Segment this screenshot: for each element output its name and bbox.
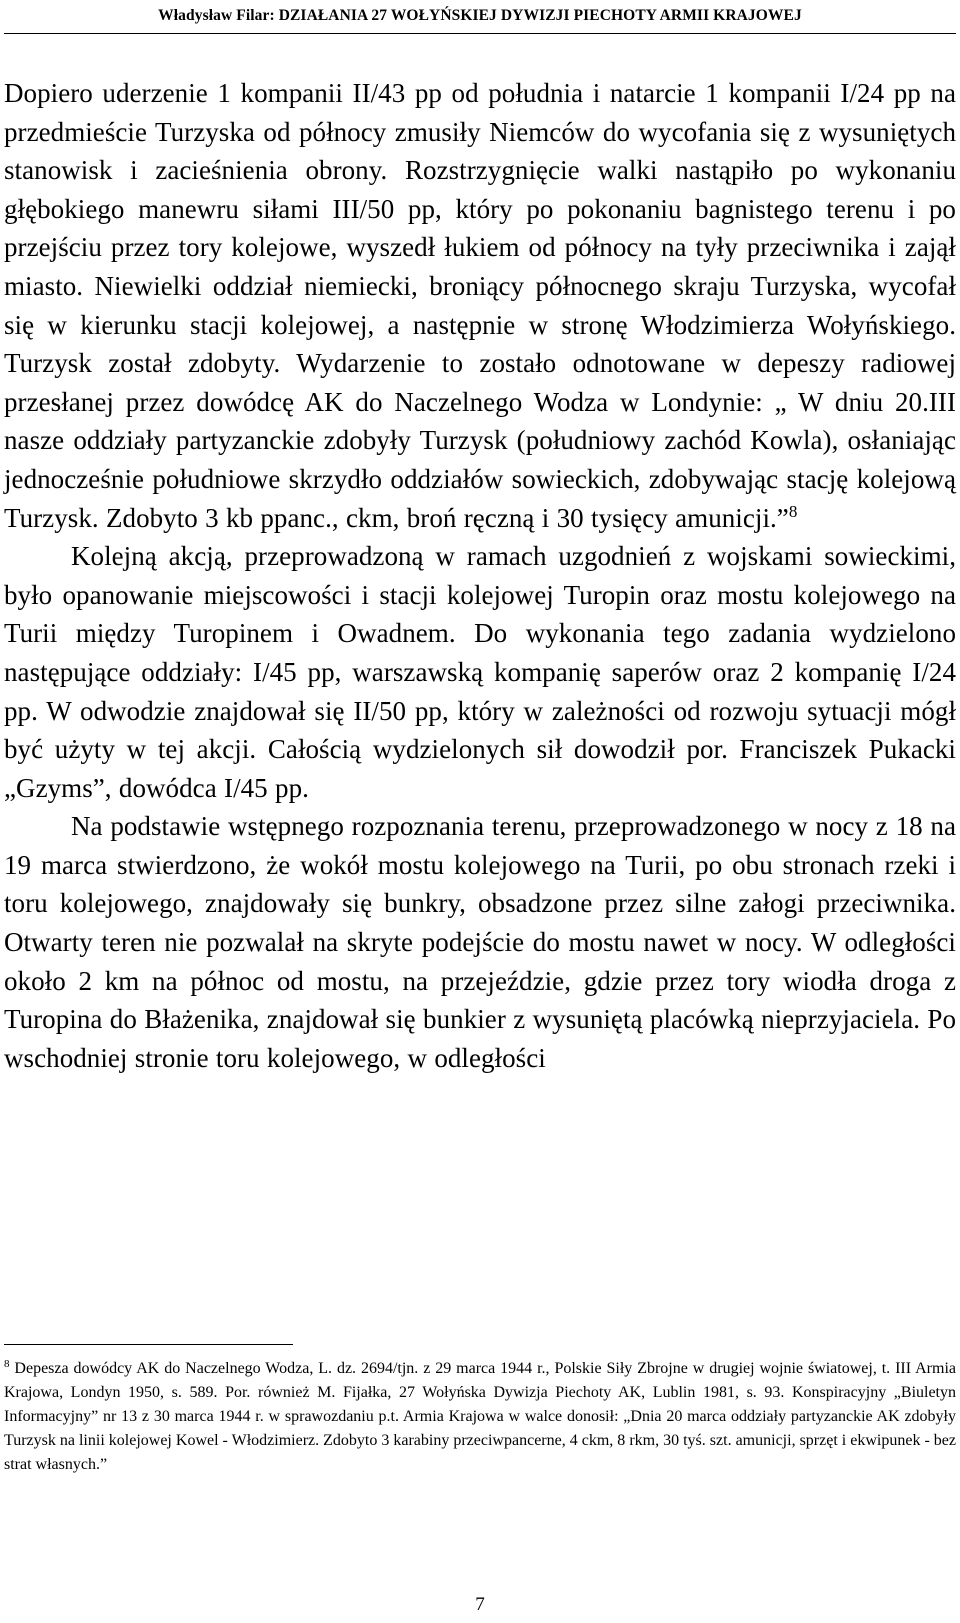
paragraph-2: Kolejną akcją, przeprowadzoną w ramach uzgodnień z wojskami sowieckimi, było opanowanie miejscowości i stacji kolejowej Turopin oraz mostu kolejowego na Turii między Turopinem i Owadnem. Do wykonania tego zadania wydzielono następujące oddziały: I/45 pp, warszawską kompanię saperów oraz 2 kompanię I/24 pp. W odwodzie znajdował się II/50 pp, który w zależności od rozwoju sytuacji mógł być użyty w tej akcji. Całością wydzielonych sił dowodził por. Franciszek Pukacki „Gzyms”, dowódca I/45 pp.: [4, 541, 956, 803]
footnote-paragraph: [4, 1357, 956, 1477]
footnote-divider: [4, 1344, 293, 1345]
footnote-number: 8: [4, 1358, 10, 1370]
header-divider: [4, 33, 956, 34]
paragraph-3: Na podstawie wstępnego rozpoznania terenu, przeprowadzonego w nocy z 18 na 19 marca stwierdzono, że wokół mostu kolejowego na Turii, po obu stronach rzeki i toru kolejowego, znajdowały się bunkry, obsadzone przez silne załogi przeciwnika. Otwarty teren nie pozwalał na skryte podejście do mostu nawet w nocy. W odległości około 2 km na północ od mostu, na przejeździe, gdzie przez tory wiodła droga z Turopina do Błażenika, znajdował się bunkier z wysuniętą placówką nieprzyjaciela. Po wschodniej stronie toru kolejowego, w odległości: [4, 811, 956, 1073]
footnote-reference[interactable]: 8: [788, 501, 798, 521]
page-number: 7: [475, 1594, 485, 1615]
running-header: Władysław Filar: DZIAŁANIA 27 WOŁYŃSKIEJ DYWIZJI PIECHOTY ARMII KRAJOWEJ: [158, 7, 802, 24]
paragraph-1-text: Dopiero uderzenie 1 kompanii II/43 pp od południa i natarcie 1 kompanii I/24 pp na przedmieście Turzyska od północy zmusiły Niemców do wycofania się z wysuniętych stanowisk i zacieśnienia obrony. Rozstrzygnięcie walki nastąpiło po wykonaniu głębokiego manewru siłami III/50 pp, który po pokonaniu bagnistego terenu i po przejściu przez tory kolejowe, wyszedł łukiem od północy na tyły przeciwnika i zajął miasto. Niewielki oddział niemiecki, broniący północnego skraju Turzyska, wycofał się w kierunku stacji kolejowej, a następnie w stronę Włodzimierza Wołyńskiego. Turzysk został zdobyty. Wydarzenie to zostało odnotowane w depeszy radiowej przesłanej przez dowódcę AK do Naczelnego Wodza w Londynie: „ W dniu 20.III nasze oddziały partyzanckie zdobyły Turzysk (południowy zachód Kowla), osłaniając jednocześnie południowe skrzydło oddziałów sowieckich, zdobywając stację kolejową Turzysk. Zdobyto 3 kb ppanc., ckm, broń ręczną i 30 tysięcy amunicji.”: [4, 78, 956, 533]
paragraph-1: [4, 74, 956, 537]
main-text: [4, 74, 956, 1077]
footnote: [4, 1357, 956, 1477]
footnote-text: Depesza dowódcy AK do Naczelnego Wodza, L. dz. 2694/tjn. z 29 marca 1944 r., Polskie Siły Zbrojne w drugiej wojnie światowej, t. III Armia Krajowa, Londyn 1950, s. 589. Por. również M. Fijałka, 27 Wołyńska Dywizja Piechoty AK, Lublin 1981, s. 93. Konspiracyjny „Biuletyn Informacyjny” nr 13 z 30 marca 1944 r. w sprawozdaniu p.t. Armia Krajowa w walce donosił: „Dnia 20 marca oddziały partyzanckie AK zdobyły Turzysk na linii kolejowej Kowel - Włodzimierz. Zdobyto 3 karabiny przeciwpancerne, 4 ckm, 8 rkm, 30 tyś. szt. amunicji, sprzęt i ekwipunek - bez strat własnych.”: [4, 1360, 957, 1473]
